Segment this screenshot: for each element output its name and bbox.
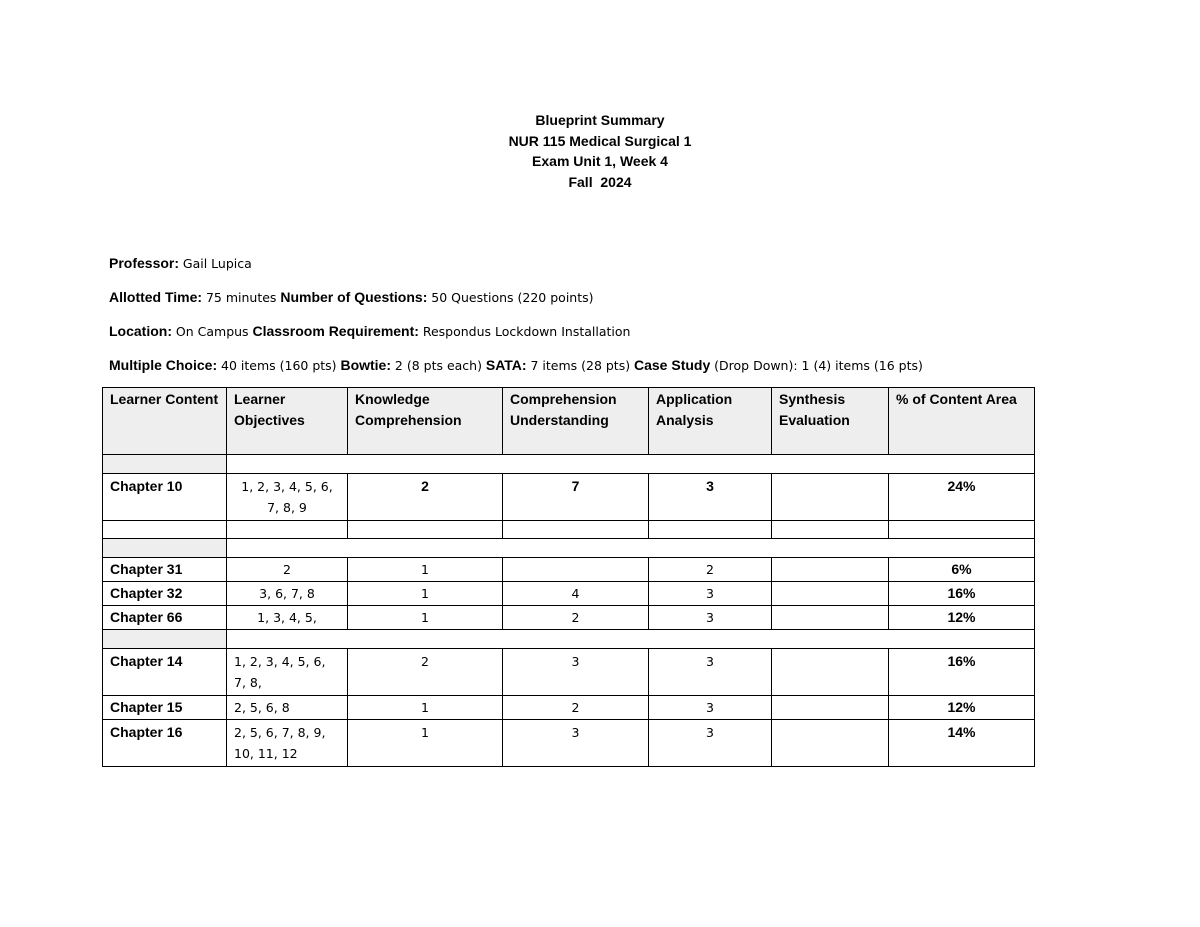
- percent-cell: 12%: [889, 696, 1035, 720]
- professor-line: [109, 254, 252, 273]
- application-cell: 3: [649, 649, 772, 696]
- table-row: [103, 606, 1035, 630]
- location-value: On Campus: [175, 324, 249, 339]
- knowledge-cell: 1: [348, 558, 503, 582]
- application-cell: 3: [649, 582, 772, 606]
- section-separator: [103, 455, 1035, 474]
- chapter-cell: Chapter 15: [103, 696, 227, 720]
- table-row: [103, 558, 1035, 582]
- header-learner-content: Learner Content: [103, 388, 227, 455]
- knowledge-cell: 1: [348, 696, 503, 720]
- percent-cell: 16%: [889, 582, 1035, 606]
- objectives-cell: 2, 5, 6, 7, 8, 9, 10, 11, 12: [227, 720, 348, 767]
- exam-name: Exam Unit 1, Week 4: [532, 153, 668, 169]
- course-name: NUR 115 Medical Surgical 1: [508, 132, 692, 149]
- synthesis-cell: [772, 582, 889, 606]
- application-cell: 3: [649, 606, 772, 630]
- classroom-value: Respondus Lockdown Installation: [422, 324, 631, 339]
- knowledge-cell: 2: [348, 474, 503, 521]
- synthesis-cell: [772, 696, 889, 720]
- synthesis-cell: [772, 606, 889, 630]
- time-value: 75 minutes: [205, 290, 277, 305]
- comprehension-cell: 2: [503, 696, 649, 720]
- percent-cell: 14%: [889, 720, 1035, 767]
- chapter-cell: Chapter 14: [103, 649, 227, 696]
- section-separator: [103, 539, 1035, 558]
- objectives-cell: 1, 3, 4, 5,: [227, 606, 348, 630]
- table-row: [103, 696, 1035, 720]
- table-header-row: [103, 388, 1035, 455]
- professor-value: Gail Lupica: [182, 256, 252, 271]
- chapter-cell: Chapter 32: [103, 582, 227, 606]
- application-cell: 2: [649, 558, 772, 582]
- header-comprehension: Comprehension Understanding: [503, 388, 649, 455]
- blank-row: [103, 521, 1035, 539]
- document-title: Blueprint Summary: [535, 112, 665, 128]
- time-questions-line: [109, 288, 594, 307]
- objectives-cell: 1, 2, 3, 4, 5, 6, 7, 8, 9: [227, 474, 348, 521]
- sata-value: 7 items (28 pts): [530, 358, 631, 373]
- chapter-cell: Chapter 16: [103, 720, 227, 767]
- percent-cell: 16%: [889, 649, 1035, 696]
- questions-label: Number of Questions:: [280, 289, 428, 305]
- comprehension-cell: 4: [503, 582, 649, 606]
- objectives-cell: 2: [227, 558, 348, 582]
- term: Fall 2024: [568, 173, 632, 190]
- table-row: [103, 582, 1035, 606]
- case-study-value: (Drop Down): 1 (4) items (16 pts): [714, 358, 923, 373]
- location-line: [109, 322, 630, 341]
- synthesis-cell: [772, 720, 889, 767]
- chapter-cell: Chapter 31: [103, 558, 227, 582]
- percent-cell: 24%: [889, 474, 1035, 521]
- classroom-label: Classroom Requirement:: [252, 323, 419, 339]
- header-application: Application Analysis: [649, 388, 772, 455]
- professor-label: Professor:: [109, 255, 180, 271]
- table-row: [103, 474, 1035, 521]
- document-header: [0, 110, 1200, 192]
- objectives-cell: 3, 6, 7, 8: [227, 582, 348, 606]
- comprehension-cell: 2: [503, 606, 649, 630]
- blueprint-table: [102, 387, 1035, 767]
- table-row: [103, 720, 1035, 767]
- table-row: [103, 649, 1035, 696]
- comprehension-cell: [503, 558, 649, 582]
- knowledge-cell: 1: [348, 606, 503, 630]
- case-study-label: Case Study: [634, 357, 711, 373]
- percent-cell: 6%: [889, 558, 1035, 582]
- application-cell: 3: [649, 474, 772, 521]
- time-label: Allotted Time:: [109, 289, 203, 305]
- question-types-line: [109, 356, 923, 375]
- header-percent: % of Content Area: [889, 388, 1035, 455]
- comprehension-cell: 3: [503, 649, 649, 696]
- mc-value: 40 items (160 pts): [221, 358, 337, 373]
- application-cell: 3: [649, 720, 772, 767]
- comprehension-cell: 7: [503, 474, 649, 521]
- synthesis-cell: [772, 474, 889, 521]
- bowtie-value: 2 (8 pts each): [394, 358, 482, 373]
- sata-label: SATA:: [485, 357, 527, 373]
- questions-value: 50 Questions (220 points): [431, 290, 594, 305]
- header-knowledge: Knowledge Comprehension: [348, 388, 503, 455]
- mc-label: Multiple Choice:: [109, 357, 218, 373]
- objectives-cell: 1, 2, 3, 4, 5, 6, 7, 8,: [227, 649, 348, 696]
- knowledge-cell: 2: [348, 649, 503, 696]
- objectives-cell: 2, 5, 6, 8: [227, 696, 348, 720]
- bowtie-label: Bowtie:: [340, 357, 392, 373]
- knowledge-cell: 1: [348, 582, 503, 606]
- section-separator: [103, 630, 1035, 649]
- header-synthesis: Synthesis Evaluation: [772, 388, 889, 455]
- location-label: Location:: [109, 323, 172, 339]
- chapter-cell: Chapter 66: [103, 606, 227, 630]
- comprehension-cell: 3: [503, 720, 649, 767]
- synthesis-cell: [772, 649, 889, 696]
- synthesis-cell: [772, 558, 889, 582]
- chapter-cell: Chapter 10: [103, 474, 227, 521]
- knowledge-cell: 1: [348, 720, 503, 767]
- percent-cell: 12%: [889, 606, 1035, 630]
- header-learner-objectives: Learner Objectives: [227, 388, 348, 455]
- application-cell: 3: [649, 696, 772, 720]
